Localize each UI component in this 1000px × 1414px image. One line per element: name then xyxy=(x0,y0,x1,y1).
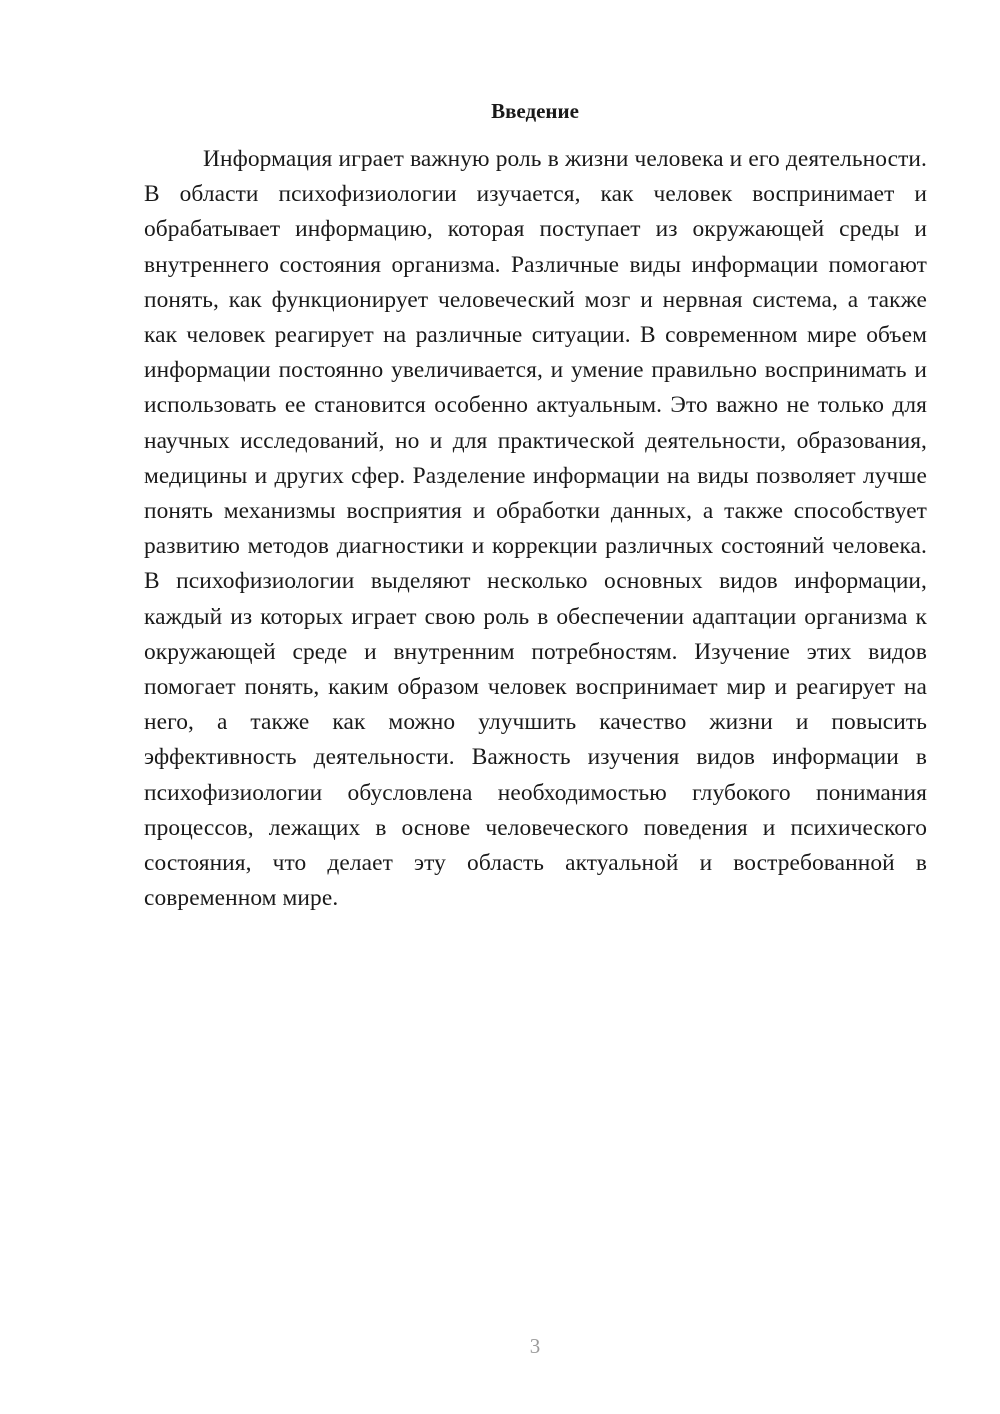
page-number: 3 xyxy=(529,1334,541,1358)
body-paragraph: Информация играет важную роль в жизни человека и его деятельности. В области психофизиологии изучается, как человек воспринимает и обрабатывает информацию, которая поступает из окружающей среды и внутреннего состояния организма. Различные виды информации помогают понять, как функционирует человеческий мозг и нервная система, а также как человек реагирует на различные ситуации. В современном мире объем информации постоянно увеличивается, и умение правильно воспринимать и использовать ее становится особенно актуальным. Это важно не только для научных исследований, но и для практической деятельности, образования, медицины и других сфер. Разделение информации на виды позволяет лучше понять механизмы восприятия и обработки данных, а также способствует развитию методов диагностики и коррекции различных состояний человека. В психофизиологии выделяют несколько основных видов информации, каждый из которых играет свою роль в обеспечении адаптации организма к окружающей среде и внутренним потребностям. Изучение этих видов помогает понять, каким образом человек воспринимает мир и реагирует на него, а также как можно улучшить качество жизни и повысить эффективность деятельности. Важность изучения видов информации в психофизиологии обусловлена необходимостью глубокого понимания процессов, лежащих в основе человеческого поведения и психического состояния, что делает эту область актуальной и востребованной в современном мире. xyxy=(144,146,927,912)
section-heading: Введение xyxy=(491,99,579,123)
